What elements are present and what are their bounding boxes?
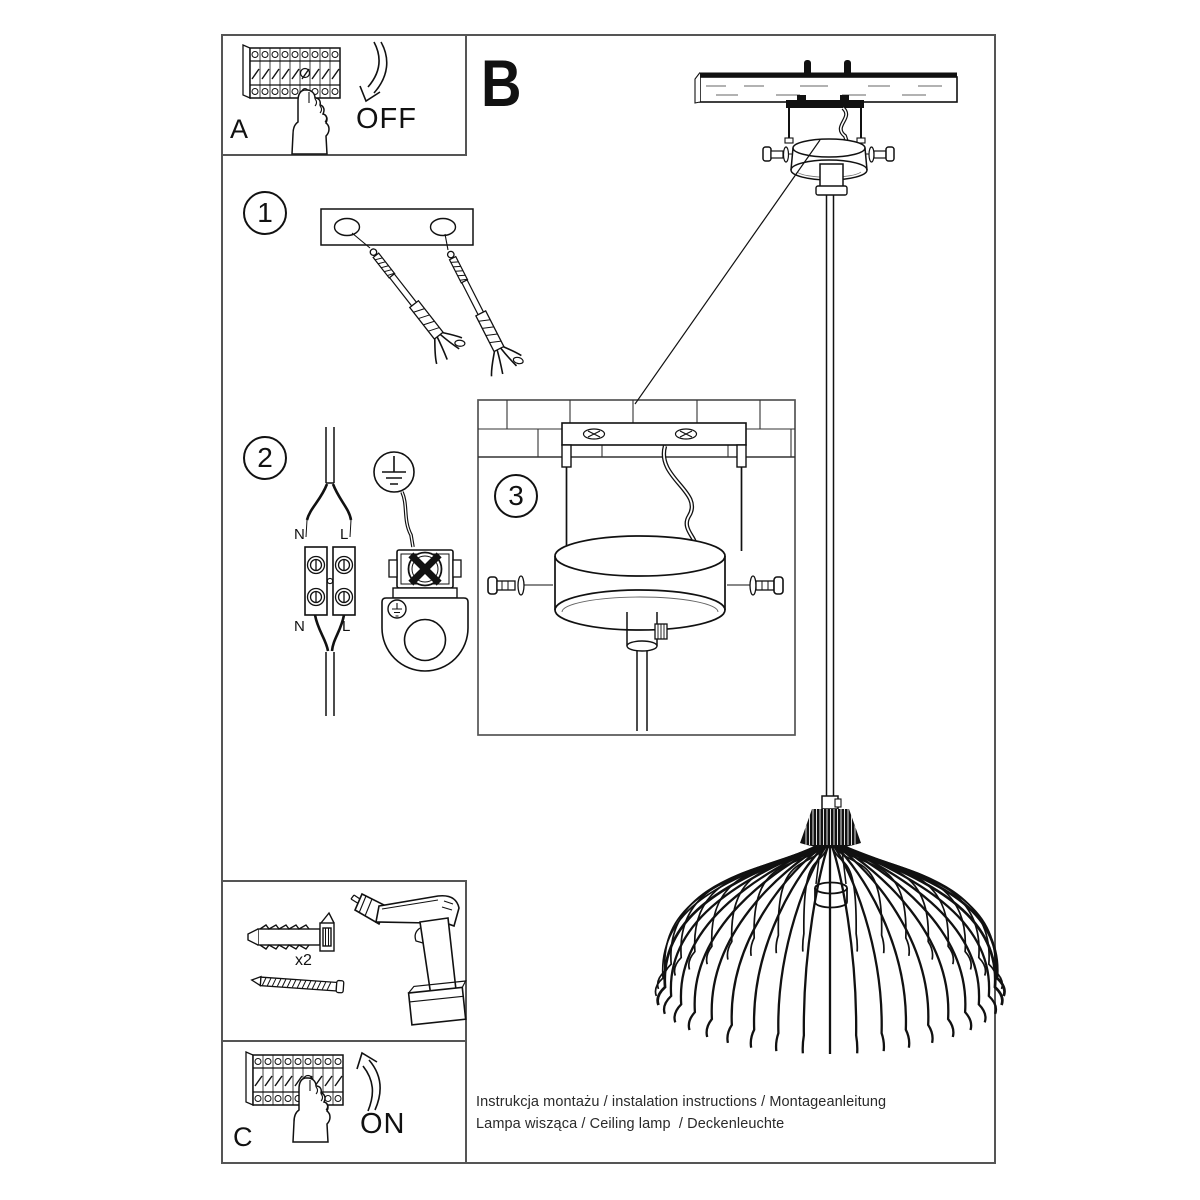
screw-icon <box>251 975 344 993</box>
wire-n-bottom-label: N <box>294 618 305 635</box>
section-a-label: A <box>230 114 249 144</box>
lamp-shade-drawing <box>655 796 1004 1054</box>
on-label: ON <box>360 1108 406 1140</box>
step-1-badge: 1 <box>243 191 287 235</box>
wire-l-top-label: L <box>340 526 349 543</box>
section-c-label: C <box>233 1122 253 1152</box>
anchor-count-label: x2 <box>295 952 312 969</box>
arrow-up-icon <box>363 1060 380 1111</box>
wall-plug-icon <box>248 913 334 951</box>
pendant-cable <box>827 195 834 796</box>
step-2-badge: 2 <box>243 436 287 480</box>
arrow-down-icon <box>368 42 387 93</box>
wire-n-top-label: N <box>294 526 305 543</box>
drill-icon <box>351 894 470 1025</box>
step1-anchors-drawing <box>321 209 526 380</box>
footer-line2: Lampa wisząca / Ceiling lamp / Deckenleuchte <box>476 1116 785 1132</box>
step3-canopy-drawing <box>478 400 795 731</box>
section-b-label: B <box>481 46 522 120</box>
breaker-off-drawing <box>243 42 387 154</box>
step-3-badge: 3 <box>494 474 538 518</box>
hub-ribs <box>806 809 855 845</box>
footer-line1: Instrukcja montażu / instalation instructions / Montageanleitung <box>476 1094 887 1110</box>
detail-leader-line <box>635 140 820 404</box>
tools-drawing <box>248 894 470 1025</box>
wire-l-bottom-label: L <box>342 618 351 635</box>
step2-wiring-drawing <box>305 427 468 716</box>
canopy-side-screws <box>488 576 783 595</box>
strain-relief <box>820 164 843 188</box>
off-label: OFF <box>356 103 417 135</box>
